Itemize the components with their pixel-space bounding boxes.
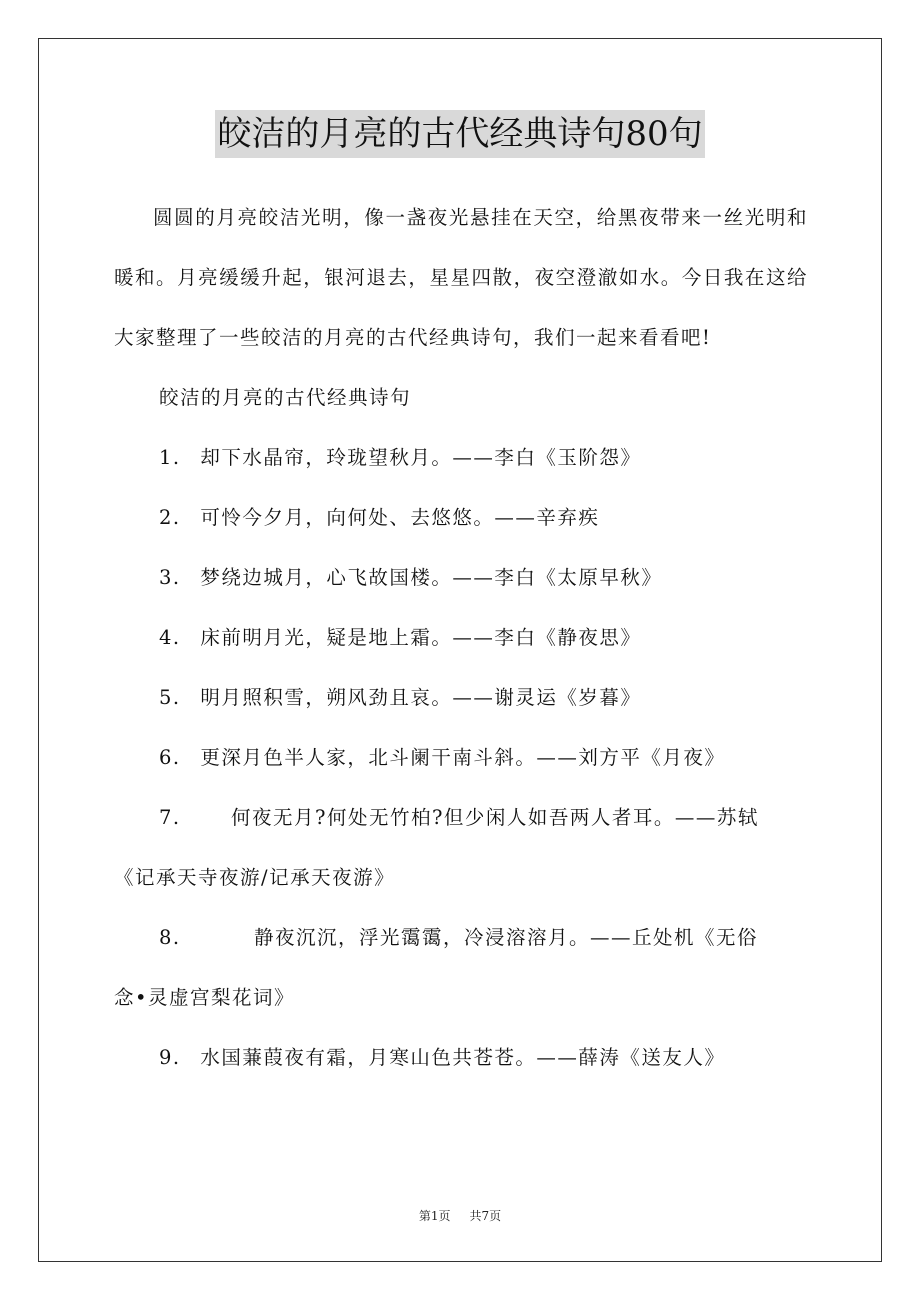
item-number: 7. [159, 806, 181, 829]
item-text: 更深月色半人家，北斗阑干南斗斜。——刘方平《月夜》 [200, 746, 726, 769]
item-text: 明月照积雪，朔风劲且哀。——谢灵运《岁暮》 [200, 686, 642, 709]
list-item [114, 608, 808, 668]
list-item [114, 728, 808, 788]
title-container [0, 110, 920, 158]
item-number: 6. [159, 746, 181, 769]
list-item [114, 788, 808, 908]
item-text: 水国蒹葭夜有霜，月寒山色共苍苍。——薛涛《送友人》 [200, 1046, 726, 1069]
item-text-continuation: 《记承天寺夜游/记承天夜游》 [114, 866, 396, 889]
item-number: 3. [159, 566, 181, 589]
list-item [114, 428, 808, 488]
list-item [114, 668, 808, 728]
section-heading: 皎洁的月亮的古代经典诗句 [159, 386, 412, 409]
list-item [114, 1028, 808, 1088]
list-item [114, 548, 808, 608]
item-number: 4. [159, 626, 181, 649]
document-body [114, 188, 808, 1088]
item-text: 静夜沉沉，浮光霭霭，冷浸溶溶月。——丘处机《无俗 [254, 926, 759, 949]
item-number: 1. [159, 446, 181, 469]
list-item [114, 908, 808, 1028]
item-text: 梦绕边城月，心飞故国楼。——李白《太原早秋》 [200, 566, 663, 589]
list-item-first-line [114, 908, 808, 968]
intro-paragraph: 圆圆的月亮皎洁光明，像一盏夜光悬挂在天空，给黑夜带来一丝光明和暖和。月亮缓缓升起，银河退去，星星四散，夜空澄澈如水。今日我在这给大家整理了一些皎洁的月亮的古代经典诗句，我们一起来看看吧! [114, 206, 808, 349]
list-item-first-line [114, 788, 808, 848]
item-text: 却下水晶帘，玲珑望秋月。——李白《玉阶怨》 [200, 446, 642, 469]
item-text: 床前明月光，疑是地上霜。——李白《静夜思》 [200, 626, 642, 649]
item-number: 9. [159, 1046, 181, 1069]
item-number: 8. [159, 926, 181, 949]
item-number: 2. [159, 506, 181, 529]
total-pages: 共7页 [469, 1209, 502, 1223]
page-footer [0, 1207, 920, 1224]
item-number: 5. [159, 686, 181, 709]
list-item [114, 488, 808, 548]
page-number: 第1页 [418, 1209, 451, 1223]
item-text: 可怜今夕月，向何处、去悠悠。——辛弃疾 [200, 506, 600, 529]
item-text: 何夜无月?何处无竹柏?但少闲人如吾两人者耳。——苏轼 [231, 806, 759, 829]
item-text-continuation: 念•灵虚宫梨花词》 [114, 986, 296, 1009]
document-title: 皎洁的月亮的古代经典诗句80句 [215, 110, 704, 158]
